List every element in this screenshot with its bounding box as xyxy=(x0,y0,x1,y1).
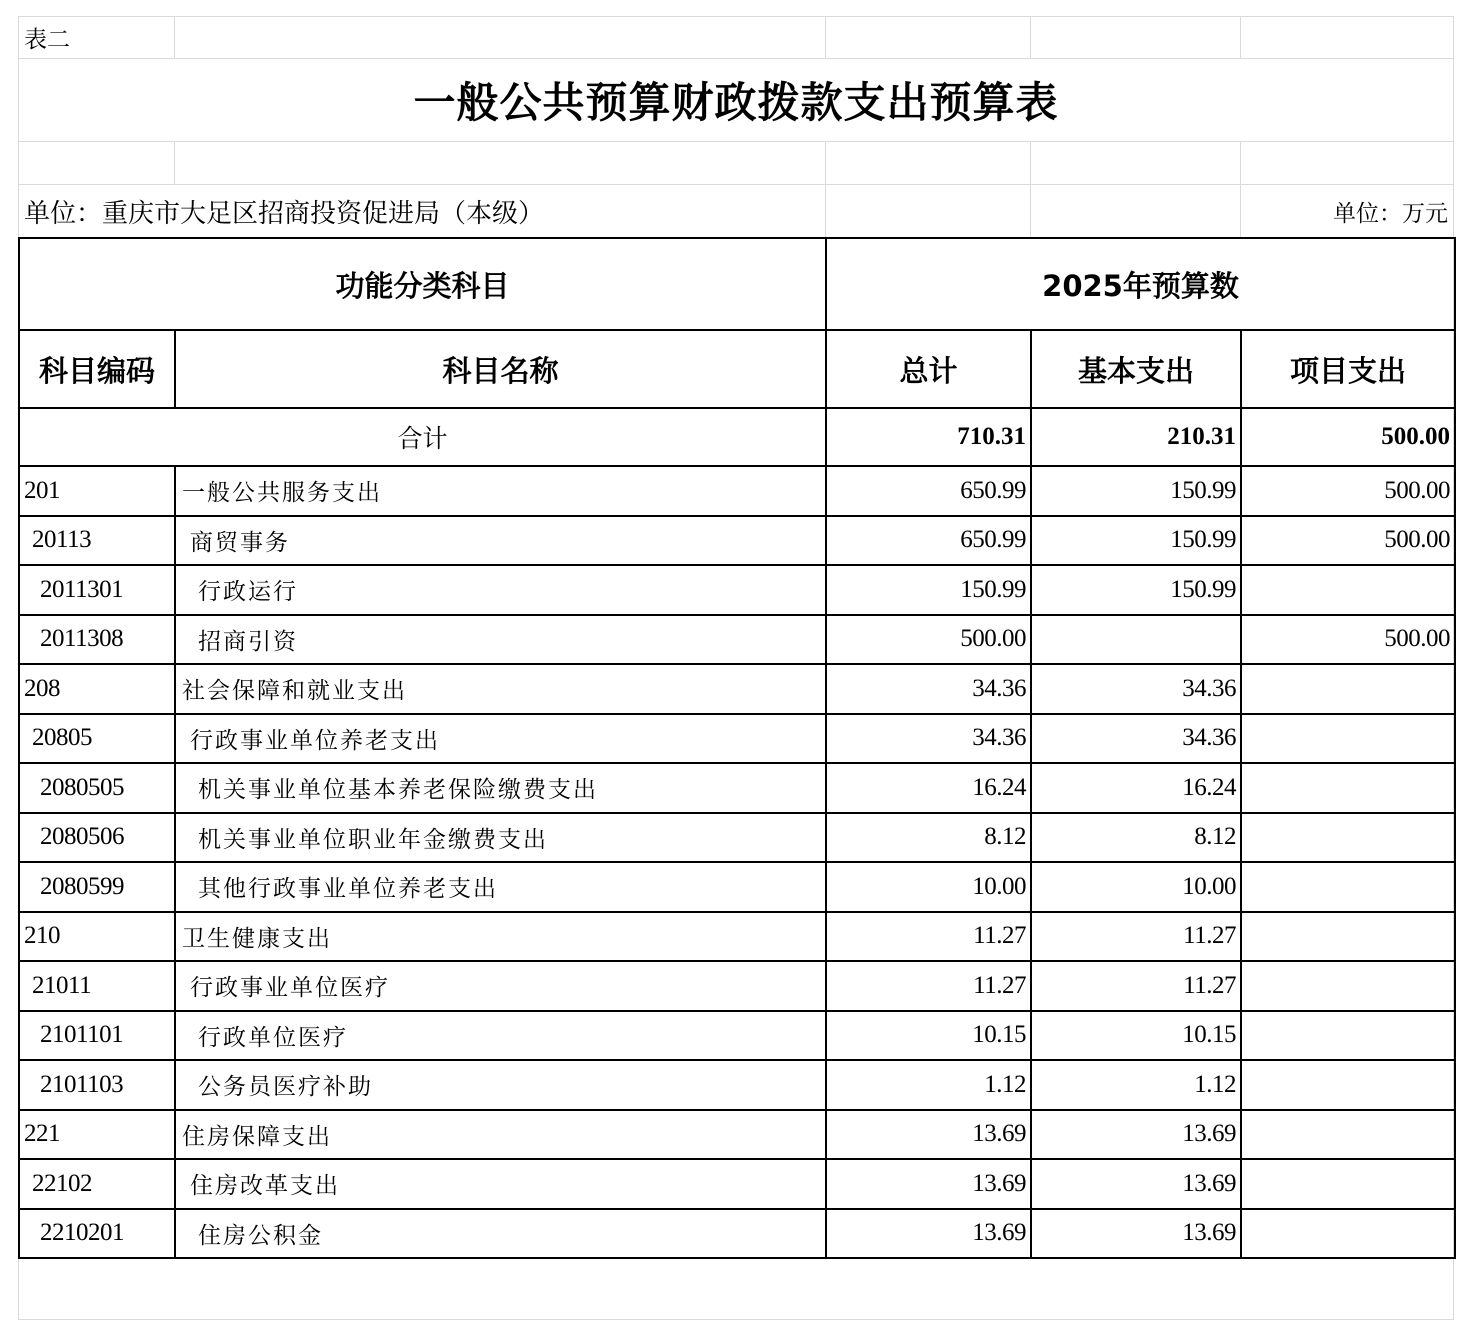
row-name: 社会保障和就业支出 xyxy=(175,664,826,714)
row-basic: 150.99 xyxy=(1031,565,1241,615)
gridline xyxy=(174,16,175,58)
total-project: 500.00 xyxy=(1241,408,1455,466)
header-total: 总计 xyxy=(826,330,1031,408)
header-row-group xyxy=(19,238,1455,330)
table-row xyxy=(19,763,1455,813)
table-row xyxy=(19,862,1455,912)
gridline xyxy=(1240,16,1241,58)
row-basic: 16.24 xyxy=(1031,763,1241,813)
row-code: 2080506 xyxy=(19,813,175,863)
row-total: 150.99 xyxy=(826,565,1031,615)
total-label: 合计 xyxy=(19,408,826,466)
gridline xyxy=(1030,141,1031,237)
row-project xyxy=(1241,565,1455,615)
row-code: 2011301 xyxy=(19,565,175,615)
row-total: 34.36 xyxy=(826,664,1031,714)
row-project xyxy=(1241,1159,1455,1209)
row-code: 2080505 xyxy=(19,763,175,813)
row-name: 行政运行 xyxy=(175,565,826,615)
table-tag: 表二 xyxy=(24,27,70,53)
row-name: 公务员医疗补助 xyxy=(175,1060,826,1110)
row-total: 500.00 xyxy=(826,615,1031,665)
header-row-columns xyxy=(19,330,1455,408)
row-project xyxy=(1241,664,1455,714)
row-total: 10.15 xyxy=(826,1011,1031,1061)
row-total: 13.69 xyxy=(826,1209,1031,1259)
row-total: 650.99 xyxy=(826,516,1031,566)
header-basic: 基本支出 xyxy=(1031,330,1241,408)
header-function-category: 功能分类科目 xyxy=(19,238,826,330)
gridline xyxy=(825,141,826,237)
row-basic: 13.69 xyxy=(1031,1159,1241,1209)
row-code: 2101101 xyxy=(19,1011,175,1061)
row-project: 500.00 xyxy=(1241,466,1455,516)
header-project: 项目支出 xyxy=(1241,330,1455,408)
table-row xyxy=(19,615,1455,665)
row-total: 10.00 xyxy=(826,862,1031,912)
row-total: 13.69 xyxy=(826,1159,1031,1209)
row-project xyxy=(1241,1110,1455,1160)
row-total: 16.24 xyxy=(826,763,1031,813)
row-project xyxy=(1241,862,1455,912)
table-row xyxy=(19,1011,1455,1061)
row-name: 一般公共服务支出 xyxy=(175,466,826,516)
row-total: 650.99 xyxy=(826,466,1031,516)
table-row xyxy=(19,565,1455,615)
row-name: 商贸事务 xyxy=(175,516,826,566)
row-code: 20805 xyxy=(19,714,175,764)
row-basic: 150.99 xyxy=(1031,516,1241,566)
row-basic: 10.00 xyxy=(1031,862,1241,912)
row-basic xyxy=(1031,615,1241,665)
row-project xyxy=(1241,1209,1455,1259)
row-name: 招商引资 xyxy=(175,615,826,665)
gridline xyxy=(825,16,826,58)
row-code: 2210201 xyxy=(19,1209,175,1259)
row-total: 13.69 xyxy=(826,1110,1031,1160)
table-row xyxy=(19,466,1455,516)
row-project xyxy=(1241,961,1455,1011)
row-name: 行政单位医疗 xyxy=(175,1011,826,1061)
row-code: 210 xyxy=(19,912,175,962)
gridline xyxy=(1030,16,1031,58)
row-total: 8.12 xyxy=(826,813,1031,863)
row-code: 2011308 xyxy=(19,615,175,665)
header-code: 科目编码 xyxy=(19,330,175,408)
row-name: 住房保障支出 xyxy=(175,1110,826,1160)
row-code: 21011 xyxy=(19,961,175,1011)
row-code: 20113 xyxy=(19,516,175,566)
table-row xyxy=(19,1209,1455,1259)
table-row xyxy=(19,664,1455,714)
row-name: 卫生健康支出 xyxy=(175,912,826,962)
row-total: 34.36 xyxy=(826,714,1031,764)
row-basic: 13.69 xyxy=(1031,1209,1241,1259)
gridline xyxy=(174,141,175,184)
table-row xyxy=(19,813,1455,863)
row-basic: 150.99 xyxy=(1031,466,1241,516)
row-project xyxy=(1241,714,1455,764)
row-basic: 1.12 xyxy=(1031,1060,1241,1110)
table-row xyxy=(19,1159,1455,1209)
budget-table xyxy=(18,237,1456,1259)
row-total: 1.12 xyxy=(826,1060,1031,1110)
row-project xyxy=(1241,912,1455,962)
row-project xyxy=(1241,1011,1455,1061)
table-row xyxy=(19,714,1455,764)
unit-organization: 单位：重庆市大足区招商投资促进局（本级） xyxy=(24,198,545,229)
row-basic: 8.12 xyxy=(1031,813,1241,863)
row-total: 11.27 xyxy=(826,961,1031,1011)
row-name: 住房公积金 xyxy=(175,1209,826,1259)
row-project: 500.00 xyxy=(1241,615,1455,665)
row-basic: 11.27 xyxy=(1031,961,1241,1011)
row-code: 208 xyxy=(19,664,175,714)
table-row xyxy=(19,1060,1455,1110)
row-project xyxy=(1241,763,1455,813)
row-total: 11.27 xyxy=(826,912,1031,962)
row-name: 其他行政事业单位养老支出 xyxy=(175,862,826,912)
total-row xyxy=(19,408,1455,466)
row-code: 221 xyxy=(19,1110,175,1160)
table-row xyxy=(19,1110,1455,1160)
row-name: 住房改革支出 xyxy=(175,1159,826,1209)
row-code: 22102 xyxy=(19,1159,175,1209)
row-basic: 11.27 xyxy=(1031,912,1241,962)
row-code: 2101103 xyxy=(19,1060,175,1110)
row-name: 机关事业单位基本养老保险缴费支出 xyxy=(175,763,826,813)
page-title: 一般公共预算财政拨款支出预算表 xyxy=(413,78,1059,127)
row-code: 2080599 xyxy=(19,862,175,912)
row-name: 机关事业单位职业年金缴费支出 xyxy=(175,813,826,863)
row-project xyxy=(1241,813,1455,863)
gridline xyxy=(18,1319,1454,1320)
row-basic: 10.15 xyxy=(1031,1011,1241,1061)
row-basic: 13.69 xyxy=(1031,1110,1241,1160)
gridline xyxy=(18,141,1454,142)
row-basic: 34.36 xyxy=(1031,664,1241,714)
row-name: 行政事业单位医疗 xyxy=(175,961,826,1011)
row-project xyxy=(1241,1060,1455,1110)
table-row xyxy=(19,516,1455,566)
row-project: 500.00 xyxy=(1241,516,1455,566)
table-row xyxy=(19,961,1455,1011)
row-name: 行政事业单位养老支出 xyxy=(175,714,826,764)
unit-currency: 单位：万元 xyxy=(1333,200,1448,227)
total-basic: 210.31 xyxy=(1031,408,1241,466)
header-budget-year: 2025年预算数 xyxy=(826,238,1455,330)
row-code: 201 xyxy=(19,466,175,516)
header-name: 科目名称 xyxy=(175,330,826,408)
total-total: 710.31 xyxy=(826,408,1031,466)
gridline xyxy=(18,16,1454,17)
table-row xyxy=(19,912,1455,962)
row-basic: 34.36 xyxy=(1031,714,1241,764)
